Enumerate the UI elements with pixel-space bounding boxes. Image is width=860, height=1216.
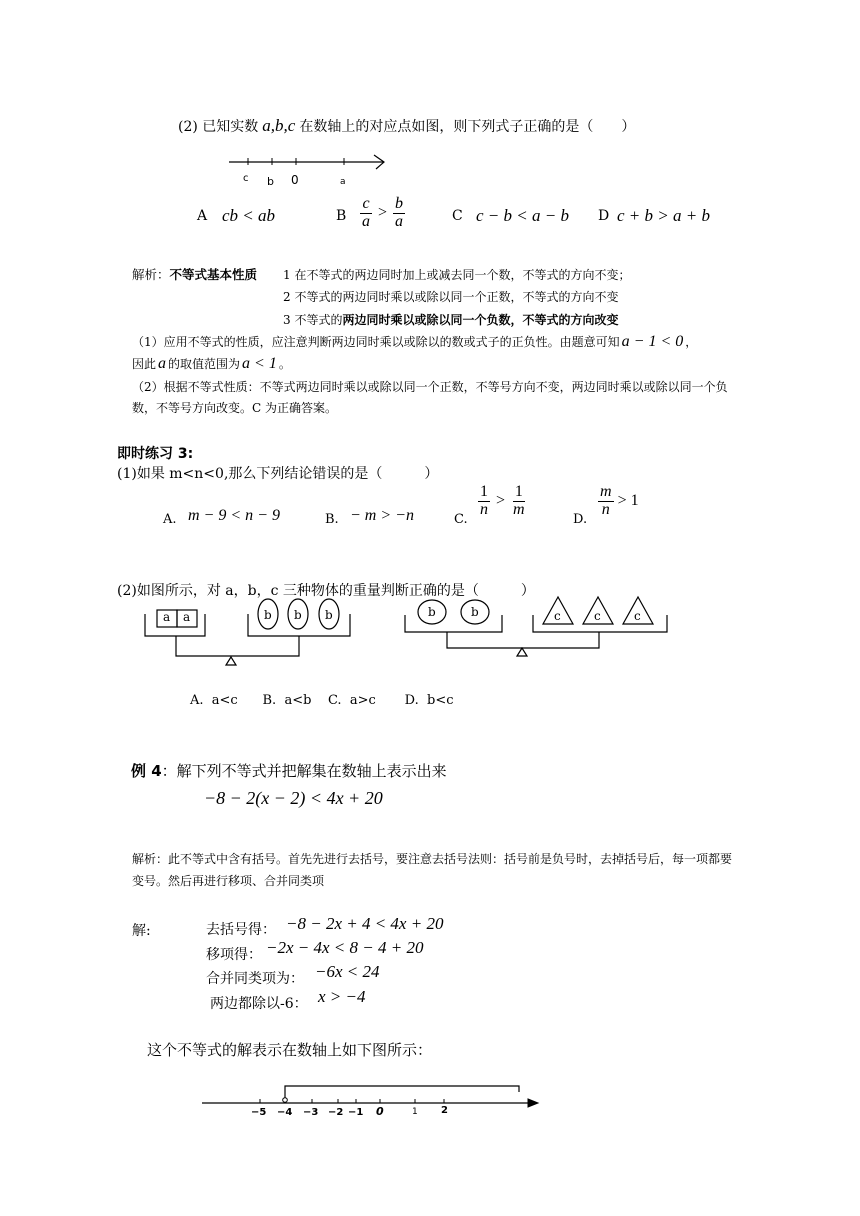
practice3-c-den1: n [480,500,488,518]
tick-label-neg1: −1 [348,1107,364,1118]
practice3-a: m − 9 < n − 9 [188,507,280,524]
practice3-a-letter: A. [163,512,177,527]
tick-label-neg3: −3 [303,1107,319,1118]
scale-label-c3: c [634,609,641,623]
q2-suffix: 在数轴上的对应点如图，则下列式子正确的是（ ） [299,119,636,135]
scale-label-c2: c [594,609,601,623]
scale-label-b5: b [471,605,479,619]
q2-option-b-letter: B [336,208,347,224]
scale-right [405,597,667,656]
q2-b-lhs-den: a [362,212,370,230]
scale-left [145,599,350,665]
practice3-d-den: n [601,500,610,518]
analysis1-title: 不等式基本性质 [169,267,258,282]
q2-number-line [229,155,384,169]
q2-b-rhs-num: b [395,195,404,212]
scale-label-b3: b [325,608,333,622]
tick-label-2: 2 [441,1105,448,1116]
scale-label-c1: c [554,609,561,623]
q2-option-d: c + b > a + b [617,206,710,225]
analysis1-rule1: 1 在不等式的两边同时加上或减去同一个数，不等式的方向不变； [283,268,631,282]
step3: −6x < 24 [315,962,380,981]
q2-option-c-letter: C [452,208,463,224]
q2-axis-label-a: a [340,177,346,187]
step2: −2x − 4x < 8 − 4 + 20 [266,938,424,957]
practice3-answers: A. a<c B. a<b C. a>c D. b<c [190,693,454,708]
practice3-title: 即时练习 3: [117,446,194,462]
analysis1-p1-a: （1）应用不等式的性质，应注意判断两边同时乘以或除以的数或式子的正负性。由题意可知 [132,335,620,349]
example4-conclusion: 这个不等式的解表示在数轴上如下图所示： [147,1041,433,1059]
scale-label-b1: b [264,608,272,622]
q2-option-a: cb < ab [222,206,276,225]
example4-title [131,760,447,781]
example4-title-rest: ：解下列不等式并把解集在数轴上表示出来 [161,762,447,780]
scale-label-a2: a [183,610,191,624]
q2-b-rhs-den: a [395,212,404,230]
tick-label-0: 0 [376,1105,384,1118]
q2-b-lhs-num: c [362,195,370,212]
practice3-d [598,484,639,519]
analysis1-rule3-plain: 3 不等式的 [283,313,343,327]
q2-axis-label-0: 0 [291,173,299,187]
analysis1-p1-math1: a − 1 < 0 [621,333,684,350]
step4-label: 两边都除以-6： [210,996,308,1012]
tick-label-neg2: −2 [328,1107,344,1118]
tick-label-1: 1 [412,1107,418,1117]
analysis1-p1-e: 。 [278,357,291,371]
q2-b-rel: > [378,203,388,221]
practice3-c-den2: m [513,500,525,518]
analysis1-p1-line1 [132,333,697,351]
solution-number-line [202,1086,538,1107]
practice3-q2: (2)如图所示，对 a，b，c 三种物体的重量判断正确的是（ ） [117,583,535,599]
practice3-q1: (1)如果 m<n<0,那么下列结论错误的是（ ） [117,466,439,482]
analysis1-p1-line2 [132,355,291,373]
analysis1-rule3-bold: 两边同时乘以或除以同一个负数，不等式的方向改变 [342,313,619,327]
practice3-c-rel: > [496,491,506,509]
practice3-b: − m > −n [350,507,414,524]
tick-label-neg5: −5 [251,1107,267,1118]
analysis1-p1-c: 因此 [132,357,157,371]
q2-option-c: c − b < a − b [476,206,569,225]
tick-label-neg4: −4 [277,1107,293,1118]
analysis1-lead-line [132,265,257,283]
scale-label-a1: a [163,610,171,624]
analysis1-rule2: 2 不等式的两边同时乘以或除以同一个正数，不等式的方向不变 [283,290,619,304]
practice3-d-letter: D. [573,512,588,527]
practice3-c-num2: 1 [514,483,523,500]
example4-title-bold: 例 4 [131,762,162,780]
step1-label: 去括号得： [206,922,276,938]
q2-prefix: (2) 已知实数 [178,119,259,135]
analysis1-p1-b: ， [685,335,698,349]
step2-label: 移项得： [206,947,262,963]
practice3-d-rest: > 1 [617,491,639,509]
step1: −8 − 2x + 4 < 4x + 20 [286,914,444,933]
example4-inequality: −8 − 2(x − 2) < 4x + 20 [204,788,383,808]
step3-label: 合并同类项为： [206,971,304,987]
scale-label-b2: b [294,608,302,622]
q2-axis-label-b: b [267,175,274,188]
scale-label-b4: b [428,605,436,619]
q2-option-d-letter: D [598,208,610,224]
q2-axis-label-c: c [243,173,249,184]
practice3-c-letter: C. [454,512,468,527]
analysis1-p1-math3: a < 1 [242,355,277,372]
analysis1-p1-d: 的取值范围为 [168,357,241,371]
practice3-b-letter: B. [325,512,339,527]
q2-vars: a,b,c [262,116,296,135]
analysis1-rule3 [283,311,618,328]
practice3-c [478,484,527,519]
solution-label: 解: [132,923,151,939]
practice3-d-num: m [600,483,612,500]
example4-analysis: 解析：此不等式中含有括号。首先先进行去括号，要注意去括号法则：括号前是负号时，去掉括号后，每一项都要变号。然后再进行移项、合并同类项 [132,852,733,888]
analysis1-lead: 解析： [132,267,170,282]
step4: x > −4 [318,987,366,1006]
analysis1-p1-math2: a [158,355,167,372]
practice3-c-num1: 1 [480,483,488,500]
q2-option-b [360,196,405,231]
q2-option-a-letter: A [197,208,208,224]
analysis1-p2: （2）根据不等式性质：不等式两边同时乘以或除以同一个正数，不等号方向不变，两边同时乘以或除以同一个负数，不等号方向改变。C 为正确答案。 [132,380,728,415]
